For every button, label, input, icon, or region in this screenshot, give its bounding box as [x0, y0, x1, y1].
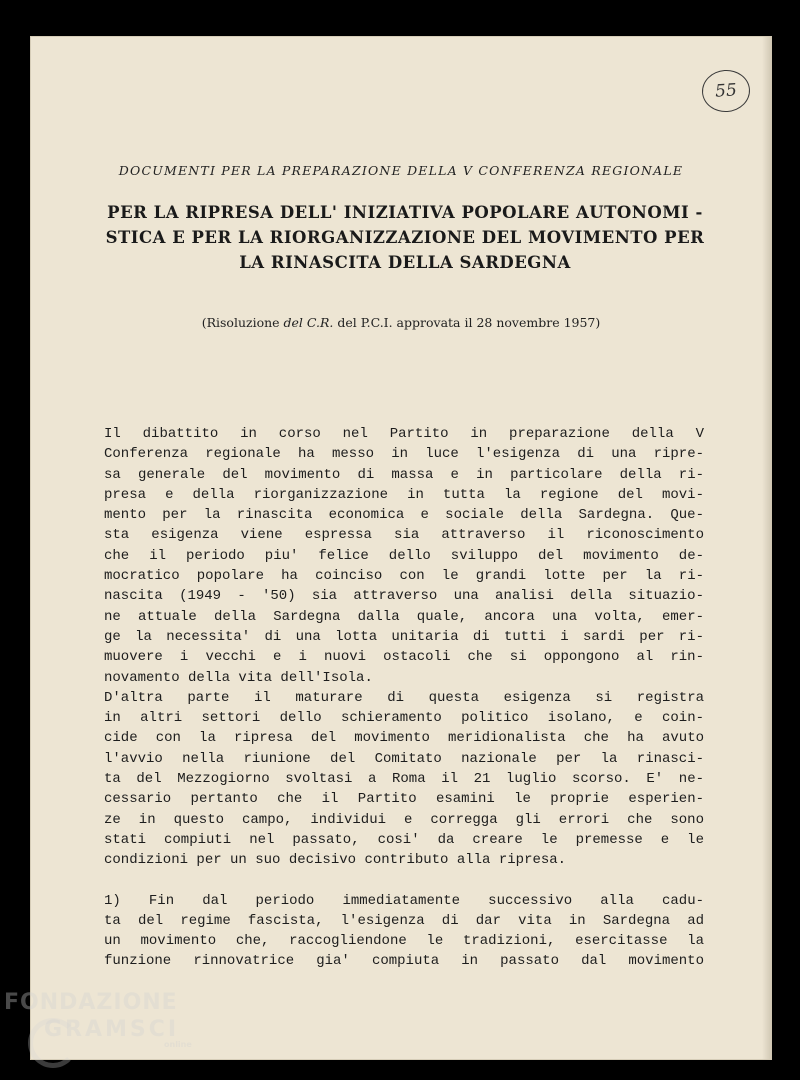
body-line: che il periodo piu' felice dello sviluppo del movimento de-	[104, 547, 704, 564]
body-line: ge la necessita' di una lotta unitaria di tutti i sardi per ri-	[104, 628, 704, 645]
body-line: ne attuale della Sardegna dalla quale, ancora una volta, emer-	[104, 608, 704, 625]
body-line: stati compiuti nel passato, cosi' da creare le premesse e le	[104, 831, 704, 848]
document-subtitle	[30, 315, 772, 330]
body-line: mocratico popolare ha coinciso con le grandi lotte per la ri-	[104, 568, 704, 585]
paragraph-3	[104, 891, 704, 972]
title-line-1: PER LA RIPRESA DELL' INIZIATIVA POPOLARE AUTONOMI -	[107, 203, 703, 222]
document-body	[104, 424, 704, 972]
body-line: 1) Fin dal periodo immediatamente successivo alla cadu-	[104, 892, 704, 909]
document-title	[90, 200, 720, 275]
watermark-line-1: FONDAZIONE	[4, 990, 178, 1015]
watermark	[4, 990, 204, 1049]
body-line: nascita (1949 - '50) sia attraverso una analisi della situazio-	[104, 588, 704, 605]
body-line: novamento della vita dell'Isola.	[104, 669, 373, 686]
body-line: ta del Mezzogiorno svoltasi a Roma il 21 luglio scorso. E' ne-	[104, 771, 704, 788]
body-line: Il dibattito in corso nel Partito in preparazione della V	[104, 426, 704, 442]
body-line: ta del regime fascista, l'esigenza di dar vita in Sardegna ad	[104, 912, 704, 929]
body-line: cessario pertanto che il Partito esamini le proprie esperien-	[104, 791, 704, 808]
paragraph-1	[104, 424, 704, 688]
title-line-2: STICA E PER LA RIORGANIZZAZIONE DEL MOVIMENTO PER	[105, 228, 705, 247]
body-line: Conferenza regionale ha messo in luce l'esigenza di una ripre-	[104, 446, 704, 463]
document-header: DOCUMENTI PER LA PREPARAZIONE DELLA V CONFERENZA REGIONALE	[118, 163, 684, 178]
subtitle-part-2: del C.R.	[283, 315, 334, 330]
paragraph-2	[104, 688, 704, 871]
body-line: condizioni per un suo decisivo contributo alla ripresa.	[104, 852, 567, 869]
body-line: ze in questo campo, individui e corregga gli errori che sono	[104, 811, 704, 828]
body-line: in altri settori dello schieramento politico isolano, e coin-	[104, 710, 704, 727]
body-line: un movimento che, raccogliendone le tradizioni, esercitasse la	[104, 933, 704, 950]
body-line: sta esigenza viene espressa sia attraverso il riconoscimento	[104, 527, 704, 544]
body-line: muovere i vecchi e i nuovi ostacoli che si oppongono al rin-	[104, 649, 704, 666]
document-page	[30, 36, 772, 1060]
body-line: D'altra parte il maturare di questa esigenza si registra	[104, 689, 704, 706]
body-line: cide con la ripresa del movimento meridionalista che ha avuto	[104, 730, 704, 747]
subtitle-part-1: (Risoluzione	[201, 315, 284, 330]
title-line-3: LA RINASCITA DELLA SARDEGNA	[239, 253, 571, 272]
paragraph-gap	[104, 871, 704, 891]
body-line: mento per la rinascita economica e sociale della Sardegna. Que-	[104, 507, 704, 524]
body-line: sa generale del movimento di massa e in particolare della ri-	[104, 466, 704, 483]
folio-number: 55	[701, 68, 752, 113]
subtitle-part-3: del P.C.I. approvata il 28 novembre 1957)	[333, 315, 601, 330]
body-line: presa e della riorganizzazione in tutta la regione del movi-	[104, 486, 704, 503]
body-line: l'avvio nella riunione del Comitato nazionale per la rinasci-	[104, 750, 704, 767]
watermark-line-3: online	[164, 1040, 192, 1049]
body-line: funzione rinnovatrice gia' compiuta in passato dal movimento	[104, 953, 704, 970]
watermark-line-2: GRAMSCI	[44, 1017, 180, 1042]
